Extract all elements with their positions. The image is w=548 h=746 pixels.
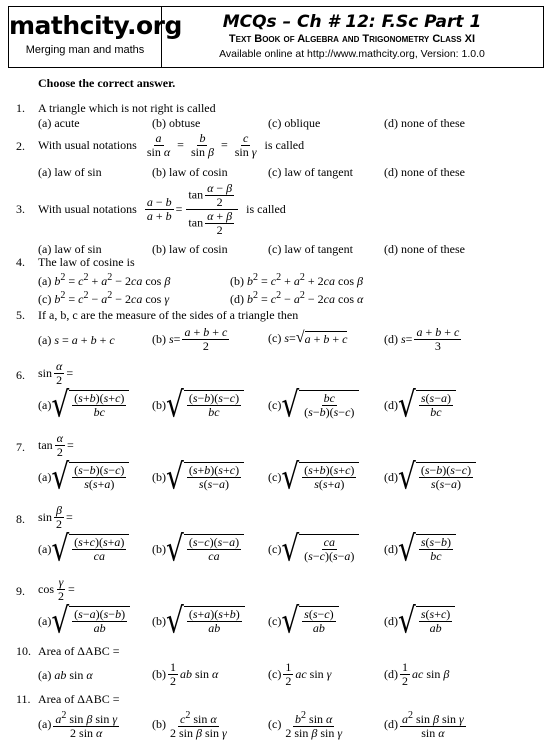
question-number: 3. — [16, 202, 25, 216]
question-number: 8. — [16, 512, 25, 526]
option-b: (b) √ (s+b)(s+c) s(s−a) — [152, 462, 244, 491]
question-text — [38, 128, 304, 162]
option-c: (c) √ bc (s−b)(s−c) — [268, 390, 359, 419]
option-c: (c) $b^2 = c^2 - a^2 - 2ca$ cos γ — [38, 290, 170, 306]
logo-title: mathcity.org — [9, 11, 182, 40]
question-text: The law of cosine is — [38, 255, 135, 269]
option-a: (a) √ (s−b)(s−c) s(s+a) — [38, 462, 129, 491]
question-text: cos γ 2 = — [38, 574, 75, 603]
page-title: MCQs – Ch # 12: F.Sc Part 1 — [222, 12, 482, 32]
instructions: Choose the correct answer. — [38, 76, 176, 90]
option-d: (d) 1 2 ac sin β — [384, 659, 450, 688]
option-b: (b) obtuse — [152, 116, 201, 130]
option-c: (c) √ ca (s−c)(s−a) — [268, 534, 359, 563]
online-line: Available online at http://www.mathcity.org, Version: 1.0.0 — [219, 48, 485, 60]
option-c: (c) √ (s+b)(s+c) s(s+a) — [268, 462, 359, 491]
question-number: 2. — [16, 139, 25, 153]
option-a: (a) $b^2 = c^2 + a^2 - 2ca$ cos β — [38, 272, 171, 288]
question-number: 1. — [16, 101, 25, 115]
option-b: (b) √ (s+a)(s+b) ab — [152, 606, 245, 635]
question-number: 9. — [16, 584, 25, 598]
option-a: (a) acute — [38, 116, 80, 130]
option-d: (d) none of these — [384, 165, 465, 179]
option-c: (c) √ s(s−c) ab — [268, 606, 339, 635]
option-d: (d) $b^2 = c^2 - a^2 - 2ca$ cos α — [230, 290, 364, 306]
option-c: (c) oblique — [268, 116, 321, 130]
question-text: Area of ΔABC = — [38, 692, 120, 706]
option-d: (d) √ s(s−a) bc — [384, 390, 456, 419]
option-b: (b) √ (s−b)(s−c) bc — [152, 390, 244, 419]
option-b: (b) 1 2 ab sin α — [152, 659, 219, 688]
formula: $\frac{a}{\text{sin α}}$ = $\frac{b}{\text{sin β}}$ = $\frac{c}{\text{sin γ}}$ — [146, 130, 257, 159]
header-text — [161, 7, 543, 67]
option-d: (d) √ (s−b)(s−c) s(s−a) — [384, 462, 476, 491]
option-a: (a) $a^2$ sin β sin γ 2 sin α — [38, 709, 118, 740]
option-d: (d) √ s(s−b) bc — [384, 534, 456, 563]
question-number: 11. — [16, 692, 31, 706]
question-text: Area of ΔABC = — [38, 644, 120, 658]
question-text: sin β 2 = — [38, 502, 73, 531]
question-number: 4. — [16, 255, 25, 269]
option-a: (a) √ (s−a)(s−b) ab — [38, 606, 130, 635]
option-c: (c) law of tangent — [268, 165, 353, 179]
question-suffix: is called — [264, 138, 305, 152]
option-c: (c) $b^2$ sin α 2 sin β sin γ — [268, 709, 343, 740]
option-c: (c) 1 2 ac sin γ — [268, 659, 332, 688]
logo-subtitle: Merging man and maths — [25, 44, 145, 56]
option-a: (a) s = a + b + c — [38, 333, 115, 347]
formula: a − b a + b = tan $\frac{\alpha - \beta}{2}$ tan $\frac{\alpha + \beta}{2}$ — [143, 182, 240, 237]
option-b: (b) law of cosin — [152, 165, 228, 179]
question-number: 7. — [16, 440, 25, 454]
page-subtitle: Text Book of Algebra and Trigonometry Class XI — [228, 33, 476, 45]
option-d: (d) s = a + b + c 3 — [384, 324, 460, 353]
question-text: sin α 2 = — [38, 358, 74, 387]
option-c: (c) s = √ a + b + c — [268, 329, 348, 346]
logo — [9, 7, 182, 67]
option-a: (a) √ (s+b)(s+c) bc — [38, 390, 129, 419]
option-d: (d) none of these — [384, 242, 465, 256]
option-b: (b) $c^2$ sin α 2 sin β sin γ — [152, 709, 227, 740]
question-prefix: With usual notations — [38, 202, 137, 216]
option-a: (a) ab sin α — [38, 668, 93, 682]
option-a: (a) law of sin — [38, 242, 102, 256]
question-suffix: is called — [246, 202, 286, 216]
question-text: If a, b, c are the measure of the sides of a triangle then — [38, 308, 299, 322]
option-b: (b) $b^2 = c^2 + a^2 + 2ca$ cos β — [230, 272, 363, 288]
option-b: (b) law of cosin — [152, 242, 228, 256]
page-header — [8, 6, 544, 68]
question-text — [38, 180, 286, 238]
question-prefix: With usual notations — [38, 138, 137, 152]
option-c: (c) law of tangent — [268, 242, 353, 256]
option-d: (d) $a^2$ sin β sin γ sin α — [384, 709, 464, 740]
option-a: (a) law of sin — [38, 165, 102, 179]
option-d: (d) none of these — [384, 116, 465, 130]
option-b: (b) √ (s−c)(s−a) ca — [152, 534, 244, 563]
option-d: (d) √ s(s+c) ab — [384, 606, 455, 635]
question-number: 10. — [16, 644, 31, 658]
option-b: (b) s = a + b + c 2 — [152, 324, 228, 353]
question-text: A triangle which is not right is called — [38, 101, 216, 115]
option-a: (a) √ (s+c)(s+a) ca — [38, 534, 129, 563]
question-number: 5. — [16, 308, 25, 322]
question-number: 6. — [16, 368, 25, 382]
question-text: tan α 2 = — [38, 430, 74, 459]
